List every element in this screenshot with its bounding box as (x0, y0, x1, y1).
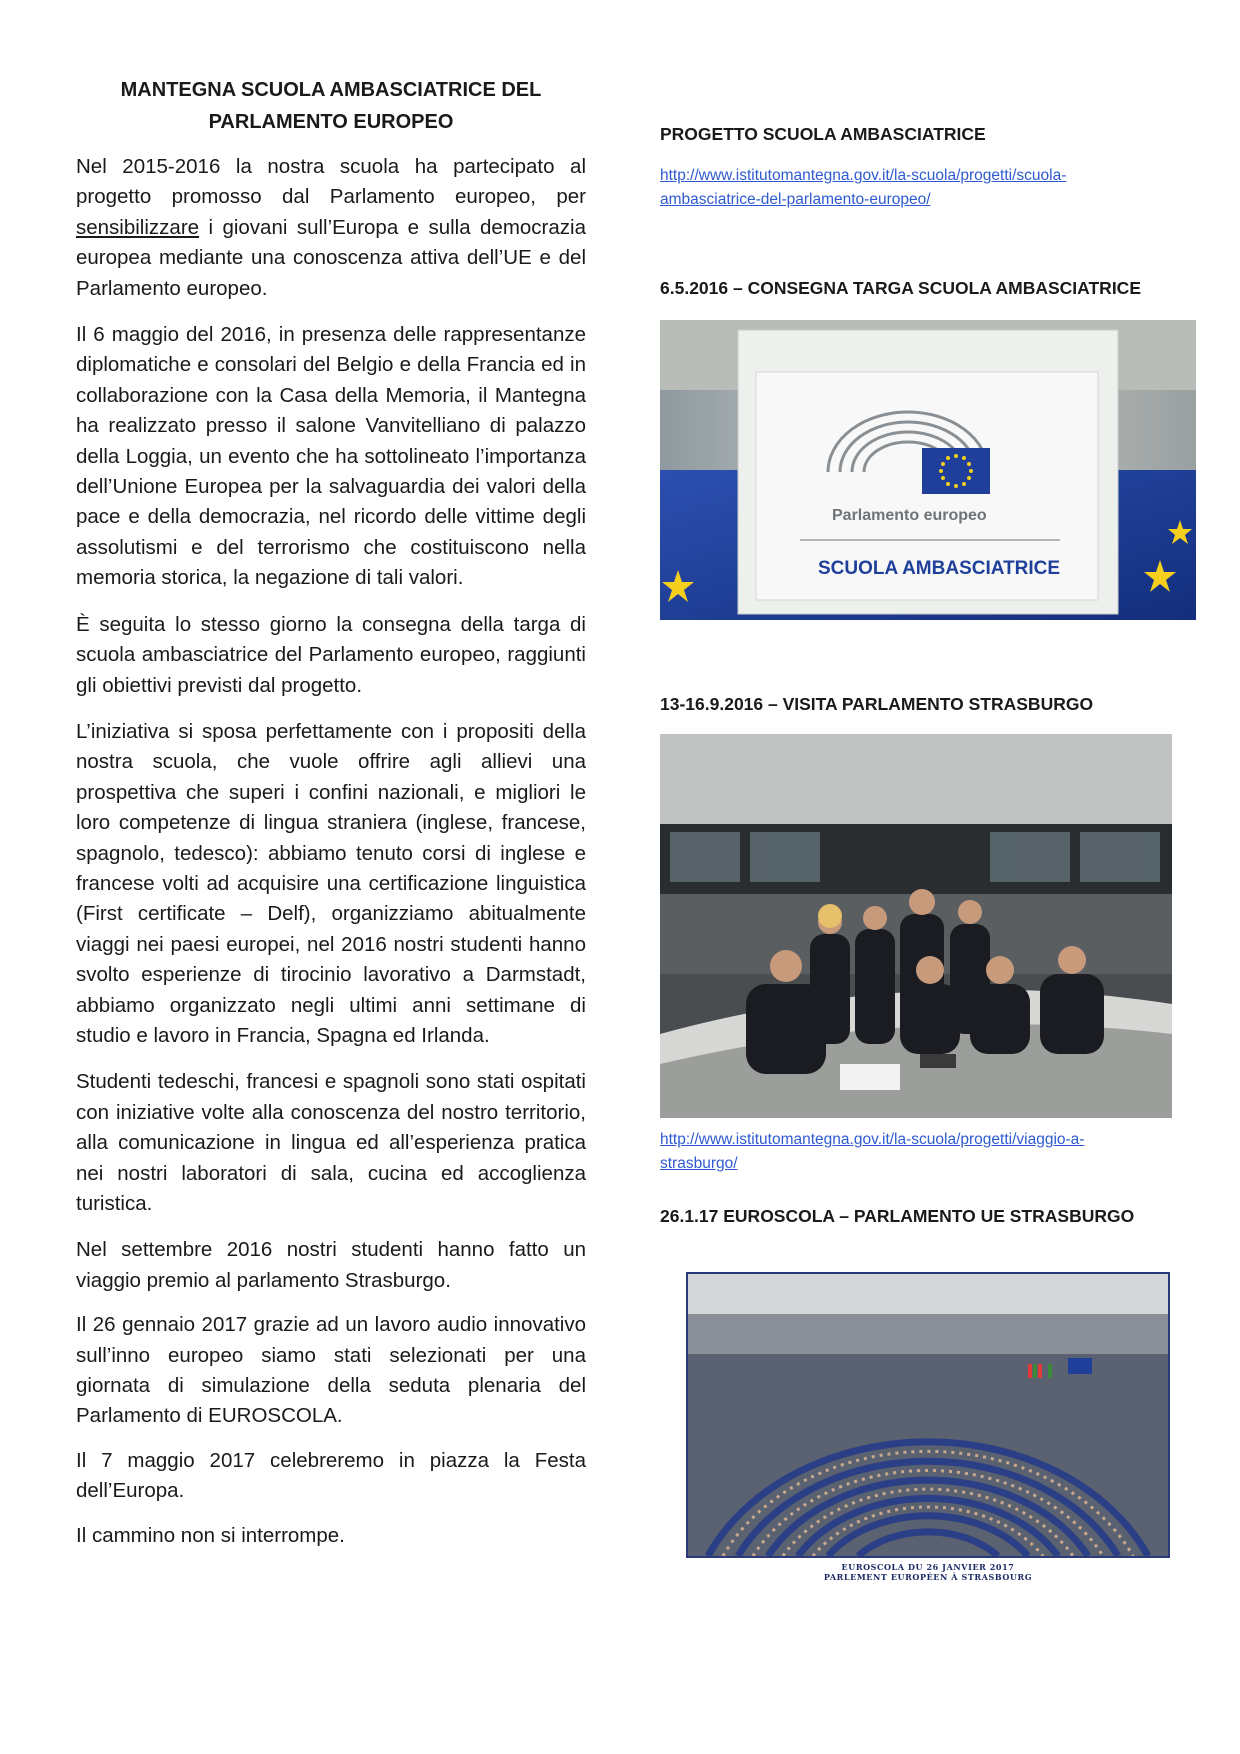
paragraph-7: Il 26 gennaio 2017 grazie ad un lavoro audio innovativo sull’inno europeo siamo stati selezionati per una giornata di simulazione della seduta plenaria del Parlamento di EUROSCOLA. (76, 1313, 586, 1428)
paragraph-5: Studenti tedeschi, francesi e spagnoli sono stati ospitati con iniziative volte alla conoscenza del nostro territorio, alla comunicazione in lingua ed all’esperienza pratica nei nostri laboratori di sala, cucina ed accoglienza turistica. (76, 1070, 586, 1215)
paragraph-1-end: i giovani sull’Europa e sulla democrazia europea mediante una conoscenza attiva dell’UE e del Parlamento europeo. (76, 215, 586, 300)
euroscola-hemicycle-photo (686, 1272, 1170, 1558)
paragraph-6: Nel settembre 2016 nostri studenti hanno fatto un viaggio premio al parlamento Strasburgo. (76, 1238, 586, 1292)
paragraph-1-start: Nel 2015-2016 la nostra scuola ha partecipato al progetto promosso dal Parlamento europeo, per (76, 155, 586, 209)
project-link[interactable] (660, 164, 1180, 212)
plaque-school-text: SCUOLA AMBASCIATRICE (818, 558, 1061, 579)
visit-link-line2[interactable]: strasburgo/ (660, 1155, 738, 1172)
photo-caption (686, 1562, 1170, 1582)
article-title (76, 74, 586, 138)
article-title-line1: MANTEGNA SCUOLA AMBASCIATRICE DEL (120, 79, 542, 101)
plaque-photo (660, 320, 1196, 620)
photo-caption-line2: PARLEMENT EUROPÉEN À STRASBOURG (823, 1572, 1033, 1582)
paragraph-4: L’iniziativa si sposa perfettamente con i propositi della nostra scuola, che vuole offrire agli allievi una prospettiva che superi i confini nazionali, e migliori le loro competenze di lingua straniera (inglese, francese, spagnolo, tedesco): abbiamo tenuto corsi di inglese e francese volti ad acquisire una certificazione linguistica (First certificate – Delf), organizziamo abitualmente viaggi nei paesi europei, nel 2016 nostri studenti hanno svolto esperienze di tirocinio lavorativo a Darmstadt, abbiamo organizzato negli ultimi anni settimane di studio e lavoro in Francia, Spagna ed Irlanda. (76, 719, 586, 1047)
students-visit-photo (660, 734, 1172, 1118)
visit-link[interactable] (660, 1128, 1180, 1176)
photo-caption-line1: EUROSCOLA DU 26 JANVIER 2017 (841, 1562, 1015, 1572)
section-heading-visit: 13-16.9.2016 – VISITA PARLAMENTO STRASBURGO (660, 694, 1094, 714)
article-body (76, 152, 586, 1567)
plaque-parliament-text: Parlamento europeo (832, 507, 987, 524)
paragraph-1 (76, 152, 586, 304)
article-title-line2: PARLAMENTO EUROPEO (208, 111, 454, 133)
section-heading-euroscola: 26.1.17 EUROSCOLA – PARLAMENTO UE STRASBURGO (660, 1206, 1135, 1226)
project-link-line2[interactable]: ambasciatrice-del-parlamento-europeo/ (660, 191, 931, 208)
section-heading-project: PROGETTO SCUOLA AMBASCIATRICE (660, 124, 986, 144)
project-link-line1[interactable]: http://www.istitutomantegna.gov.it/la-scuola/progetti/scuola- (660, 167, 1067, 184)
paragraph-9: Il cammino non si interrompe. (76, 1523, 345, 1547)
underlined-word: sensibilizzare (76, 215, 200, 239)
paragraph-8: Il 7 maggio 2017 celebreremo in piazza la Festa dell’Europa. (76, 1448, 586, 1503)
paragraph-2: Il 6 maggio del 2016, in presenza delle rappresentanze diplomatiche e consolari del Belgio e della Francia ed in collaborazione con la Casa della Memoria, il Mantegna ha realizzato presso il salone Vanvitelliano di palazzo della Loggia, un evento che ha sottolineato l’importanza dell’Unione Europea per la salvaguardia dei valori della pace e della democrazia, nel ricordo delle vittime degli assolutismi e del terrorismo che costituiscono nella memoria storica, la negazione di tali valori. (76, 323, 586, 590)
visit-link-line1[interactable]: http://www.istitutomantegna.gov.it/la-scuola/progetti/viaggio-a- (660, 1131, 1085, 1148)
paragraph-3: È seguita lo stesso giorno la consegna della targa di scuola ambasciatrice del Parlamento europeo, raggiunti gli obiettivi previsti dal progetto. (76, 612, 586, 697)
section-heading-plaque: 6.5.2016 – CONSEGNA TARGA SCUOLA AMBASCIATRICE (660, 278, 1141, 298)
